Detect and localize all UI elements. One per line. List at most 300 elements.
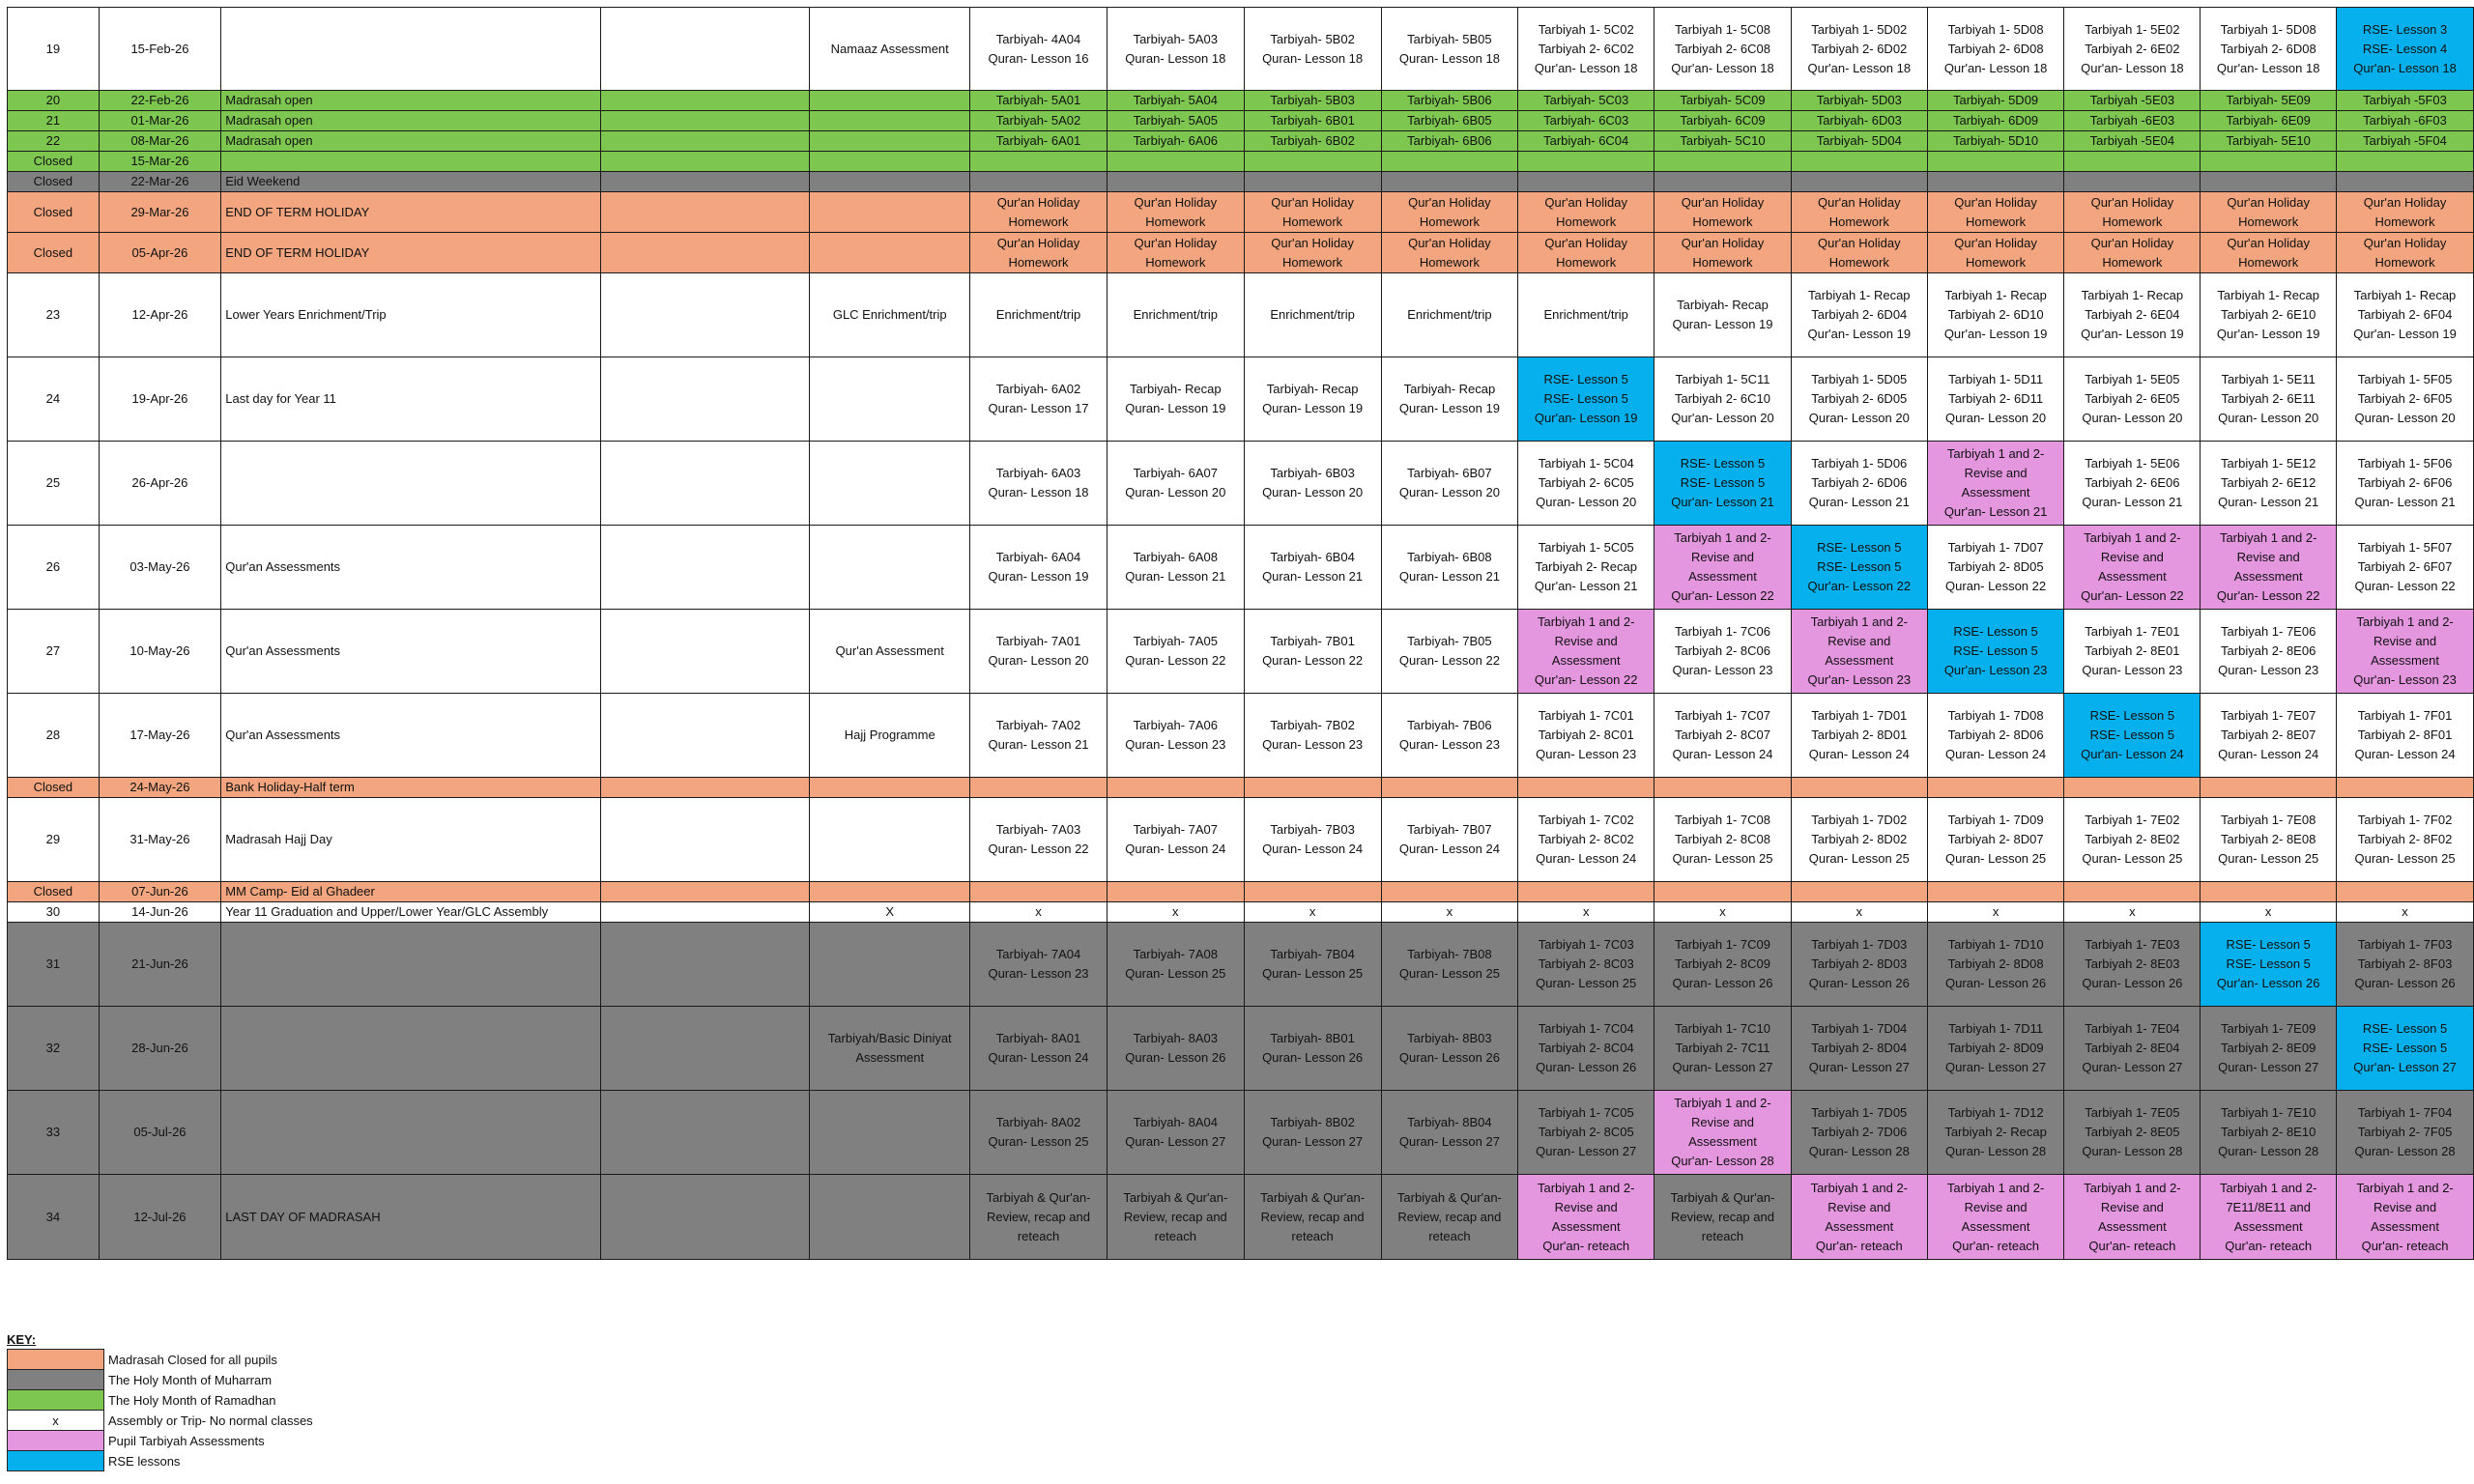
- lesson-cell: x: [2201, 902, 2337, 923]
- lesson-cell: Tarbiyah- 5B06: [1381, 91, 1518, 111]
- lesson-cell: x: [2064, 902, 2201, 923]
- programme-cell: [810, 1175, 970, 1260]
- key-swatch: [8, 1431, 104, 1451]
- table-row: [8, 694, 2474, 778]
- lesson-cell: Tarbiyah- Recap Quran- Lesson 19: [1381, 357, 1518, 442]
- programme-cell: Tarbiyah/Basic Diniyat Assessment: [810, 1007, 970, 1091]
- lesson-cell: Tarbiyah & Qur'an- Review, recap and reteach: [1381, 1175, 1518, 1260]
- programme-cell: [810, 152, 970, 172]
- lesson-cell: Tarbiyah- 6B08 Quran- Lesson 21: [1381, 526, 1518, 610]
- lesson-cell: Tarbiyah- 8B01 Quran- Lesson 26: [1244, 1007, 1381, 1091]
- lesson-cell: [1381, 882, 1518, 902]
- lesson-cell: Tarbiyah- 5A04: [1107, 91, 1244, 111]
- event-cell: Madrasah open: [221, 111, 601, 131]
- lesson-cell: Tarbiyah -5F04: [2337, 131, 2474, 152]
- lesson-cell: Tarbiyah 1- 7E04 Tarbiyah 2- 8E04 Quran- Lesson 27: [2064, 1007, 2201, 1091]
- lesson-cell: Tarbiyah- 7A05 Quran- Lesson 22: [1107, 610, 1244, 694]
- lesson-cell: Tarbiyah -6F03: [2337, 111, 2474, 131]
- lesson-cell: Tarbiyah- 5E09: [2201, 91, 2337, 111]
- table-row: [8, 1091, 2474, 1175]
- lesson-cell: [2201, 882, 2337, 902]
- key-swatch: [8, 1390, 104, 1411]
- timetable-body: [8, 8, 2474, 1260]
- lesson-cell: Tarbiyah- Recap Quran- Lesson 19: [1244, 357, 1381, 442]
- lesson-cell: Tarbiyah 1- 7F03 Tarbiyah 2- 8F03 Quran- Lesson 26: [2337, 923, 2474, 1007]
- date-cell: 24-May-26: [99, 778, 221, 798]
- programme-cell: [810, 192, 970, 233]
- blank-cell: [600, 526, 809, 610]
- lesson-cell: [970, 152, 1108, 172]
- lesson-cell: Qur'an Holiday Homework: [2064, 192, 2201, 233]
- lesson-cell: Tarbiyah- 4A04 Quran- Lesson 16: [970, 8, 1108, 91]
- lesson-cell: Tarbiyah 1- 7C09 Tarbiyah 2- 8C09 Quran- Lesson 26: [1654, 923, 1792, 1007]
- event-cell: [221, 1091, 601, 1175]
- event-cell: END OF TERM HOLIDAY: [221, 233, 601, 273]
- week-number-cell: Closed: [8, 172, 100, 192]
- lesson-cell: Tarbiyah -5E03: [2064, 91, 2201, 111]
- lesson-cell: Enrichment/trip: [1381, 273, 1518, 357]
- lesson-cell: Tarbiyah- 6A02 Quran- Lesson 17: [970, 357, 1108, 442]
- programme-cell: Hajj Programme: [810, 694, 970, 778]
- week-number-cell: 20: [8, 91, 100, 111]
- date-cell: 10-May-26: [99, 610, 221, 694]
- lesson-cell: Tarbiyah 1- 7D08 Tarbiyah 2- 8D06 Quran- Lesson 24: [1927, 694, 2064, 778]
- lesson-cell: Tarbiyah- 8A03 Quran- Lesson 26: [1107, 1007, 1244, 1091]
- programme-cell: [810, 111, 970, 131]
- table-row: [8, 923, 2474, 1007]
- lesson-cell: [2201, 778, 2337, 798]
- lesson-cell: [1381, 778, 1518, 798]
- lesson-cell: x: [1791, 902, 1927, 923]
- lesson-cell: Tarbiyah 1- 7C10 Tarbiyah 2- 7C11 Quran- Lesson 27: [1654, 1007, 1792, 1091]
- blank-cell: [600, 778, 809, 798]
- lesson-cell: Tarbiyah 1- 5C05 Tarbiyah 2- Recap Qur'an- Lesson 21: [1518, 526, 1654, 610]
- blank-cell: [600, 233, 809, 273]
- programme-cell: [810, 172, 970, 192]
- table-row: [8, 1175, 2474, 1260]
- lesson-cell: Tarbiyah 1- 7E06 Tarbiyah 2- 8E06 Quran- Lesson 23: [2201, 610, 2337, 694]
- lesson-cell: Tarbiyah 1- 5F07 Tarbiyah 2- 6F07 Quran- Lesson 22: [2337, 526, 2474, 610]
- event-cell: [221, 8, 601, 91]
- week-number-cell: 28: [8, 694, 100, 778]
- lesson-cell: x: [1244, 902, 1381, 923]
- lesson-cell: [2337, 778, 2474, 798]
- table-row: [8, 778, 2474, 798]
- lesson-cell: RSE- Lesson 5 RSE- Lesson 5 Qur'an- Lesson 19: [1518, 357, 1654, 442]
- lesson-cell: [1518, 152, 1654, 172]
- lesson-cell: [1381, 152, 1518, 172]
- date-cell: 03-May-26: [99, 526, 221, 610]
- lesson-cell: Tarbiyah- 6A06: [1107, 131, 1244, 152]
- blank-cell: [600, 152, 809, 172]
- lesson-cell: Tarbiyah- 5C09: [1654, 91, 1792, 111]
- lesson-cell: Tarbiyah 1- 7E05 Tarbiyah 2- 8E05 Quran- Lesson 28: [2064, 1091, 2201, 1175]
- key-item: [8, 1390, 317, 1411]
- lesson-cell: Qur'an Holiday Homework: [1381, 233, 1518, 273]
- lesson-cell: Tarbiyah- 6A07 Quran- Lesson 20: [1107, 442, 1244, 526]
- lesson-cell: Tarbiyah- 7A08 Quran- Lesson 25: [1107, 923, 1244, 1007]
- lesson-cell: Qur'an Holiday Homework: [1791, 192, 1927, 233]
- lesson-cell: Tarbiyah 1 and 2- Revise and Assessment Qur'an- Lesson 22: [1654, 526, 1792, 610]
- event-cell: [221, 152, 601, 172]
- week-number-cell: 31: [8, 923, 100, 1007]
- lesson-cell: Tarbiyah & Qur'an- Review, recap and reteach: [1107, 1175, 1244, 1260]
- key-section: [7, 1331, 317, 1471]
- lesson-cell: Tarbiyah 1 and 2- Revise and Assessment Qur'an- reteach: [1927, 1175, 2064, 1260]
- date-cell: 28-Jun-26: [99, 1007, 221, 1091]
- lesson-cell: [1244, 778, 1381, 798]
- lesson-cell: Tarbiyah 1- 7D07 Tarbiyah 2- 8D05 Quran- Lesson 22: [1927, 526, 2064, 610]
- week-number-cell: 30: [8, 902, 100, 923]
- table-row: [8, 111, 2474, 131]
- lesson-cell: x: [1654, 902, 1792, 923]
- lesson-cell: Tarbiyah- 5A02: [970, 111, 1108, 131]
- lesson-cell: RSE- Lesson 3 RSE- Lesson 4 Qur'an- Lesson 18: [2337, 8, 2474, 91]
- lesson-cell: [1654, 172, 1792, 192]
- lesson-cell: [970, 882, 1108, 902]
- programme-cell: [810, 442, 970, 526]
- programme-cell: Namaaz Assessment: [810, 8, 970, 91]
- lesson-cell: Tarbiyah- 8A04 Quran- Lesson 27: [1107, 1091, 1244, 1175]
- programme-cell: [810, 526, 970, 610]
- lesson-cell: [1107, 152, 1244, 172]
- lesson-cell: Tarbiyah- 6D09: [1927, 111, 2064, 131]
- blank-cell: [600, 694, 809, 778]
- key-item: [8, 1431, 317, 1451]
- table-row: [8, 357, 2474, 442]
- blank-cell: [600, 1007, 809, 1091]
- lesson-cell: Tarbiyah 1- 7C07 Tarbiyah 2- 8C07 Quran- Lesson 24: [1654, 694, 1792, 778]
- lesson-cell: x: [970, 902, 1108, 923]
- blank-cell: [600, 111, 809, 131]
- lesson-cell: Tarbiyah- 8B03 Quran- Lesson 26: [1381, 1007, 1518, 1091]
- lesson-cell: [1654, 152, 1792, 172]
- lesson-cell: [2201, 172, 2337, 192]
- date-cell: 01-Mar-26: [99, 111, 221, 131]
- lesson-cell: Tarbiyah- 6A04 Quran- Lesson 19: [970, 526, 1108, 610]
- lesson-cell: Tarbiyah- 5A01: [970, 91, 1108, 111]
- lesson-cell: Tarbiyah 1- 7D09 Tarbiyah 2- 8D07 Quran- Lesson 25: [1927, 798, 2064, 882]
- programme-cell: GLC Enrichment/trip: [810, 273, 970, 357]
- lesson-cell: Tarbiyah -6E03: [2064, 111, 2201, 131]
- lesson-cell: [1927, 778, 2064, 798]
- table-row: [8, 902, 2474, 923]
- event-cell: Year 11 Graduation and Upper/Lower Year/GLC Assembly: [221, 902, 601, 923]
- lesson-cell: Tarbiyah 1- 5E11 Tarbiyah 2- 6E11 Quran- Lesson 20: [2201, 357, 2337, 442]
- lesson-cell: Tarbiyah 1- 7F01 Tarbiyah 2- 8F01 Quran- Lesson 24: [2337, 694, 2474, 778]
- blank-cell: [600, 273, 809, 357]
- key-item: [8, 1451, 317, 1471]
- lesson-cell: Qur'an Holiday Homework: [2201, 233, 2337, 273]
- blank-cell: [600, 131, 809, 152]
- lesson-cell: RSE- Lesson 5 RSE- Lesson 5 Qur'an- Lesson 26: [2201, 923, 2337, 1007]
- programme-cell: [810, 91, 970, 111]
- lesson-cell: Tarbiyah 1- 5D02 Tarbiyah 2- 6D02 Qur'an- Lesson 18: [1791, 8, 1927, 91]
- event-cell: Qur'an Assessments: [221, 610, 601, 694]
- lesson-cell: [1518, 778, 1654, 798]
- key-label: RSE lessons: [108, 1453, 181, 1469]
- table-row: [8, 172, 2474, 192]
- programme-cell: [810, 131, 970, 152]
- lesson-cell: RSE- Lesson 5 RSE- Lesson 5 Qur'an- Lesson 23: [1927, 610, 2064, 694]
- lesson-cell: Tarbiyah- 7B05 Quran- Lesson 22: [1381, 610, 1518, 694]
- lesson-cell: RSE- Lesson 5 RSE- Lesson 5 Qur'an- Lesson 21: [1654, 442, 1792, 526]
- event-cell: LAST DAY OF MADRASAH: [221, 1175, 601, 1260]
- lesson-cell: Tarbiyah 1 and 2- Revise and Assessment Qur'an- Lesson 22: [2201, 526, 2337, 610]
- lesson-cell: x: [1381, 902, 1518, 923]
- lesson-cell: [2064, 882, 2201, 902]
- key-swatch: [8, 1451, 104, 1471]
- lesson-cell: Tarbiyah 1 and 2- Revise and Assessment Qur'an- Lesson 23: [1791, 610, 1927, 694]
- lesson-cell: Tarbiyah 1- Recap Tarbiyah 2- 6E10 Qur'an- Lesson 19: [2201, 273, 2337, 357]
- lesson-cell: Tarbiyah 1- 7D10 Tarbiyah 2- 8D08 Quran- Lesson 26: [1927, 923, 2064, 1007]
- lesson-cell: Tarbiyah 1- 5E02 Tarbiyah 2- 6E02 Qur'an- Lesson 18: [2064, 8, 2201, 91]
- key-label: Madrasah Closed for all pupils: [108, 1352, 277, 1367]
- lesson-cell: [1654, 778, 1792, 798]
- lesson-cell: Tarbiyah- 7A03 Quran- Lesson 22: [970, 798, 1108, 882]
- date-cell: 17-May-26: [99, 694, 221, 778]
- lesson-cell: Tarbiyah 1- 7C06 Tarbiyah 2- 8C06 Quran- Lesson 23: [1654, 610, 1792, 694]
- lesson-cell: Tarbiyah 1- 7F04 Tarbiyah 2- 7F05 Quran- Lesson 28: [2337, 1091, 2474, 1175]
- table-row: [8, 610, 2474, 694]
- lesson-cell: Tarbiyah 1 and 2- Revise and Assessment Qur'an- Lesson 28: [1654, 1091, 1792, 1175]
- week-number-cell: 25: [8, 442, 100, 526]
- lesson-cell: Tarbiyah- 6B02: [1244, 131, 1381, 152]
- lesson-cell: Tarbiyah- 8A02 Quran- Lesson 25: [970, 1091, 1108, 1175]
- lesson-cell: Tarbiyah- 6B06: [1381, 131, 1518, 152]
- lesson-cell: Tarbiyah- 7B08 Quran- Lesson 25: [1381, 923, 1518, 1007]
- date-cell: 12-Apr-26: [99, 273, 221, 357]
- lesson-cell: x: [1107, 902, 1244, 923]
- lesson-cell: Qur'an Holiday Homework: [1244, 233, 1381, 273]
- lesson-cell: Qur'an Holiday Homework: [2337, 192, 2474, 233]
- lesson-cell: Qur'an Holiday Homework: [1381, 192, 1518, 233]
- lesson-cell: Tarbiyah 1- 7E03 Tarbiyah 2- 8E03 Quran- Lesson 26: [2064, 923, 2201, 1007]
- lesson-cell: Tarbiyah 1 and 2- Revise and Assessment Qur'an- reteach: [2064, 1175, 2201, 1260]
- blank-cell: [600, 357, 809, 442]
- lesson-cell: Tarbiyah- 6B07 Quran- Lesson 20: [1381, 442, 1518, 526]
- key-title: KEY:: [7, 1332, 37, 1347]
- programme-cell: [810, 923, 970, 1007]
- lesson-cell: Qur'an Holiday Homework: [2201, 192, 2337, 233]
- lesson-cell: Tarbiyah -5E04: [2064, 131, 2201, 152]
- key-label: The Holy Month of Ramadhan: [108, 1392, 276, 1408]
- lesson-cell: Tarbiyah- 6B03 Quran- Lesson 20: [1244, 442, 1381, 526]
- lesson-cell: Tarbiyah- 7A07 Quran- Lesson 24: [1107, 798, 1244, 882]
- date-cell: 07-Jun-26: [99, 882, 221, 902]
- lesson-cell: Tarbiyah- 7B01 Quran- Lesson 22: [1244, 610, 1381, 694]
- lesson-cell: Tarbiyah- 5B02 Quran- Lesson 18: [1244, 8, 1381, 91]
- lesson-cell: [1244, 152, 1381, 172]
- lesson-cell: Tarbiyah 1- 5E05 Tarbiyah 2- 6E05 Quran- Lesson 20: [2064, 357, 2201, 442]
- lesson-cell: Tarbiyah 1- 5D08 Tarbiyah 2- 6D08 Qur'an- Lesson 18: [2201, 8, 2337, 91]
- lesson-cell: Tarbiyah 1- 5E06 Tarbiyah 2- 6E06 Quran- Lesson 21: [2064, 442, 2201, 526]
- week-number-cell: Closed: [8, 152, 100, 172]
- lesson-cell: [2064, 778, 2201, 798]
- table-row: [8, 882, 2474, 902]
- lesson-cell: Qur'an Holiday Homework: [1107, 192, 1244, 233]
- lesson-cell: Tarbiyah- 7B04 Quran- Lesson 25: [1244, 923, 1381, 1007]
- lesson-cell: Tarbiyah 1- Recap Tarbiyah 2- 6E04 Qur'an- Lesson 19: [2064, 273, 2201, 357]
- lesson-cell: Tarbiyah 1- 7C01 Tarbiyah 2- 8C01 Quran- Lesson 23: [1518, 694, 1654, 778]
- week-number-cell: 19: [8, 8, 100, 91]
- programme-cell: [810, 1091, 970, 1175]
- lesson-cell: Tarbiyah- 5A05: [1107, 111, 1244, 131]
- lesson-cell: Qur'an Holiday Homework: [1244, 192, 1381, 233]
- date-cell: 15-Feb-26: [99, 8, 221, 91]
- event-cell: [221, 923, 601, 1007]
- lesson-cell: Tarbiyah & Qur'an- Review, recap and reteach: [1654, 1175, 1792, 1260]
- lesson-cell: [2201, 152, 2337, 172]
- lesson-cell: Tarbiyah 1- 7D12 Tarbiyah 2- Recap Quran- Lesson 28: [1927, 1091, 2064, 1175]
- lesson-cell: x: [1518, 902, 1654, 923]
- programme-cell: [810, 357, 970, 442]
- lesson-cell: Qur'an Holiday Homework: [1654, 192, 1792, 233]
- lesson-cell: Tarbiyah 1- 7C03 Tarbiyah 2- 8C03 Quran- Lesson 25: [1518, 923, 1654, 1007]
- key-swatch: [8, 1370, 104, 1390]
- lesson-cell: Tarbiyah- 5E10: [2201, 131, 2337, 152]
- lesson-cell: [2337, 152, 2474, 172]
- lesson-cell: Tarbiyah- 5C03: [1518, 91, 1654, 111]
- week-number-cell: 29: [8, 798, 100, 882]
- lesson-cell: [2337, 172, 2474, 192]
- lesson-cell: Tarbiyah 1- 5C02 Tarbiyah 2- 6C02 Qur'an- Lesson 18: [1518, 8, 1654, 91]
- programme-cell: [810, 882, 970, 902]
- lesson-cell: Tarbiyah 1 and 2- Revise and Assessment Qur'an- Lesson 22: [1518, 610, 1654, 694]
- lesson-cell: Tarbiyah- 5D03: [1791, 91, 1927, 111]
- lesson-cell: Tarbiyah 1- 5C11 Tarbiyah 2- 6C10 Qur'an- Lesson 20: [1654, 357, 1792, 442]
- date-cell: 19-Apr-26: [99, 357, 221, 442]
- event-cell: Bank Holiday-Half term: [221, 778, 601, 798]
- lesson-cell: Qur'an Holiday Homework: [1518, 233, 1654, 273]
- table-row: [8, 1007, 2474, 1091]
- programme-cell: Qur'an Assessment: [810, 610, 970, 694]
- lesson-cell: Tarbiyah- 5B03: [1244, 91, 1381, 111]
- lesson-cell: [1791, 172, 1927, 192]
- lesson-cell: [970, 172, 1108, 192]
- lesson-cell: Tarbiyah- 7A02 Quran- Lesson 21: [970, 694, 1108, 778]
- lesson-cell: [1927, 152, 2064, 172]
- lesson-cell: [1381, 172, 1518, 192]
- week-number-cell: 32: [8, 1007, 100, 1091]
- lesson-cell: Tarbiyah 1 and 2- Revise and Assessment Qur'an- Lesson 23: [2337, 610, 2474, 694]
- event-cell: [221, 442, 601, 526]
- lesson-cell: [1107, 882, 1244, 902]
- lesson-cell: Tarbiyah 1- 5E12 Tarbiyah 2- 6E12 Quran- Lesson 21: [2201, 442, 2337, 526]
- lesson-cell: [1107, 778, 1244, 798]
- lesson-cell: Qur'an Holiday Homework: [1654, 233, 1792, 273]
- lesson-cell: Tarbiyah 1- 5D11 Tarbiyah 2- 6D11 Quran- Lesson 20: [1927, 357, 2064, 442]
- lesson-cell: Tarbiyah- 7B07 Quran- Lesson 24: [1381, 798, 1518, 882]
- lesson-cell: Tarbiyah 1- 5C04 Tarbiyah 2- 6C05 Quran- Lesson 20: [1518, 442, 1654, 526]
- lesson-cell: Tarbiyah- 8A01 Quran- Lesson 24: [970, 1007, 1108, 1091]
- lesson-cell: Qur'an Holiday Homework: [1927, 192, 2064, 233]
- event-cell: Qur'an Assessments: [221, 694, 601, 778]
- date-cell: 22-Feb-26: [99, 91, 221, 111]
- lesson-cell: Tarbiyah- 7B06 Quran- Lesson 23: [1381, 694, 1518, 778]
- table-row: [8, 233, 2474, 273]
- week-number-cell: 24: [8, 357, 100, 442]
- event-cell: Madrasah open: [221, 91, 601, 111]
- lesson-cell: Tarbiyah 1- 5F06 Tarbiyah 2- 6F06 Quran- Lesson 21: [2337, 442, 2474, 526]
- date-cell: 21-Jun-26: [99, 923, 221, 1007]
- event-cell: Madrasah Hajj Day: [221, 798, 601, 882]
- lesson-cell: Tarbiyah 1 and 2- Revise and Assessment Qur'an- reteach: [1791, 1175, 1927, 1260]
- event-cell: MM Camp- Eid al Ghadeer: [221, 882, 601, 902]
- programme-cell: [810, 798, 970, 882]
- lesson-cell: Qur'an Holiday Homework: [1791, 233, 1927, 273]
- timetable-grid: [7, 7, 2474, 1260]
- lesson-cell: Tarbiyah & Qur'an- Review, recap and reteach: [1244, 1175, 1381, 1260]
- lesson-cell: [1107, 172, 1244, 192]
- table-row: [8, 8, 2474, 91]
- lesson-cell: Tarbiyah 1- 7E01 Tarbiyah 2- 8E01 Quran- Lesson 23: [2064, 610, 2201, 694]
- event-cell: Last day for Year 11: [221, 357, 601, 442]
- lesson-cell: Tarbiyah 1- 7F02 Tarbiyah 2- 8F02 Quran- Lesson 25: [2337, 798, 2474, 882]
- lesson-cell: Tarbiyah- 6C03: [1518, 111, 1654, 131]
- lesson-cell: Tarbiyah 1- 7E09 Tarbiyah 2- 8E09 Quran- Lesson 27: [2201, 1007, 2337, 1091]
- lesson-cell: Tarbiyah- 5D10: [1927, 131, 2064, 152]
- week-number-cell: Closed: [8, 882, 100, 902]
- lesson-cell: Tarbiyah- 5C10: [1654, 131, 1792, 152]
- key-item: [8, 1411, 317, 1431]
- date-cell: 29-Mar-26: [99, 192, 221, 233]
- lesson-cell: Qur'an Holiday Homework: [1927, 233, 2064, 273]
- table-row: [8, 91, 2474, 111]
- key-item: [8, 1350, 317, 1370]
- lesson-cell: Tarbiyah- 6A03 Quran- Lesson 18: [970, 442, 1108, 526]
- lesson-cell: [970, 778, 1108, 798]
- lesson-cell: Tarbiyah- 7A04 Quran- Lesson 23: [970, 923, 1108, 1007]
- table-row: [8, 192, 2474, 233]
- blank-cell: [600, 8, 809, 91]
- lesson-cell: Tarbiyah- 6B05: [1381, 111, 1518, 131]
- lesson-cell: Tarbiyah- 6C09: [1654, 111, 1792, 131]
- lesson-cell: Tarbiyah- 8B04 Quran- Lesson 27: [1381, 1091, 1518, 1175]
- week-number-cell: Closed: [8, 233, 100, 273]
- lesson-cell: Tarbiyah 1 and 2- Revise and Assessment Qur'an- Lesson 22: [2064, 526, 2201, 610]
- lesson-cell: RSE- Lesson 5 RSE- Lesson 5 Qur'an- Lesson 22: [1791, 526, 1927, 610]
- lesson-cell: Tarbiyah 1- 5C08 Tarbiyah 2- 6C08 Qur'an- Lesson 18: [1654, 8, 1792, 91]
- lesson-cell: Qur'an Holiday Homework: [2064, 233, 2201, 273]
- week-number-cell: 34: [8, 1175, 100, 1260]
- lesson-cell: Tarbiyah 1- 7C04 Tarbiyah 2- 8C04 Quran- Lesson 26: [1518, 1007, 1654, 1091]
- key-label: Assembly or Trip- No normal classes: [108, 1413, 313, 1428]
- lesson-cell: [1518, 172, 1654, 192]
- event-cell: Qur'an Assessments: [221, 526, 601, 610]
- lesson-cell: Tarbiyah- Recap Quran- Lesson 19: [1107, 357, 1244, 442]
- week-number-cell: 33: [8, 1091, 100, 1175]
- lesson-cell: Tarbiyah 1- 7D03 Tarbiyah 2- 8D03 Quran- Lesson 26: [1791, 923, 1927, 1007]
- lesson-cell: [1791, 778, 1927, 798]
- lesson-cell: Tarbiyah 1- 7E08 Tarbiyah 2- 8E08 Quran- Lesson 25: [2201, 798, 2337, 882]
- date-cell: 22-Mar-26: [99, 172, 221, 192]
- lesson-cell: Tarbiyah 1- 5D08 Tarbiyah 2- 6D08 Qur'an- Lesson 18: [1927, 8, 2064, 91]
- lesson-cell: Tarbiyah 1- 7D01 Tarbiyah 2- 8D01 Quran- Lesson 24: [1791, 694, 1927, 778]
- date-cell: 31-May-26: [99, 798, 221, 882]
- blank-cell: [600, 192, 809, 233]
- event-cell: [221, 1007, 601, 1091]
- programme-cell: [810, 778, 970, 798]
- key-swatch: x: [8, 1411, 104, 1431]
- week-number-cell: Closed: [8, 778, 100, 798]
- blank-cell: [600, 442, 809, 526]
- event-cell: END OF TERM HOLIDAY: [221, 192, 601, 233]
- blank-cell: [600, 902, 809, 923]
- week-number-cell: 26: [8, 526, 100, 610]
- lesson-cell: Tarbiyah- Recap Quran- Lesson 19: [1654, 273, 1792, 357]
- lesson-cell: Tarbiyah 1- 5D06 Tarbiyah 2- 6D06 Quran- Lesson 21: [1791, 442, 1927, 526]
